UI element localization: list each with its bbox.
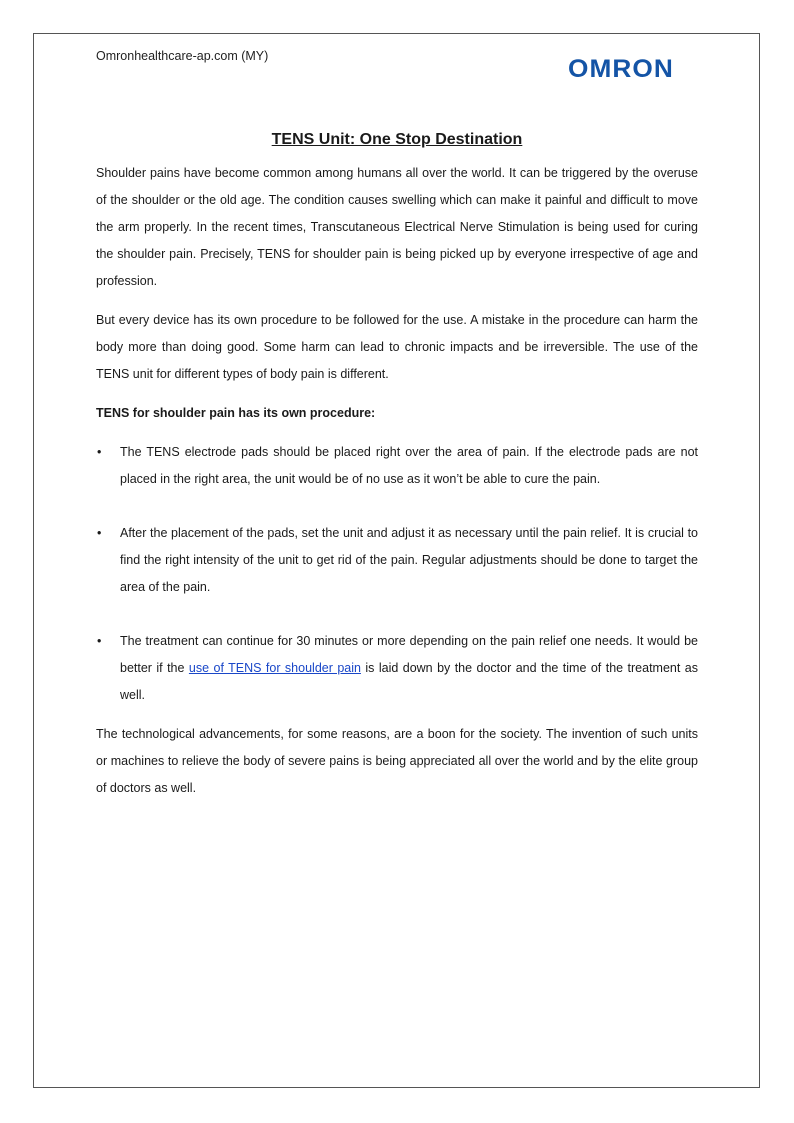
- list-item-text-after: is laid down by the doctor and the time of the treatment as well.: [120, 661, 698, 702]
- list-item: [96, 520, 698, 601]
- tens-shoulder-pain-link[interactable]: use of TENS for shoulder pain: [188, 661, 361, 675]
- procedure-list: [96, 439, 698, 709]
- bullet-icon: •: [97, 445, 102, 459]
- paragraph-procedure: But every device has its own procedure to be followed for the use. A mistake in the procedure can harm the body more than doing good. Some harm can lead to chronic impacts and be irreversible. The use of the TENS unit for different types of body pain is different.: [96, 313, 698, 381]
- page-title: TENS Unit: One Stop Destination: [271, 131, 523, 148]
- bullet-icon: •: [97, 526, 102, 540]
- list-item: [96, 439, 698, 493]
- list-item-text-before: The treatment can continue for 30 minutes or more depending on the pain relief one needs. It would be better if the: [120, 634, 698, 675]
- paragraph-intro: Shoulder pains have become common among humans all over the world. It can be triggered by the overuse of the shoulder or the old age. The condition causes swelling which can make it painful and difficult to move the arm properly. In the recent times, Transcutaneous Electrical Nerve Stimulation is being used for curing the shoulder pain. Precisely, TENS for shoulder pain is being picked up by everyone irrespective of age and profession.: [96, 166, 698, 288]
- procedure-subheading: TENS for shoulder pain has its own procedure:: [96, 406, 376, 420]
- bullet-icon: •: [97, 634, 102, 648]
- omron-logo: OMRON: [568, 55, 674, 83]
- list-item: [96, 628, 698, 709]
- list-item-text: The TENS electrode pads should be placed right over the area of pain. If the electrode pads are not placed in the right area, the unit would be of no use as it won’t be able to cure the pain.: [120, 445, 698, 486]
- list-item-text: After the placement of the pads, set the unit and adjust it as necessary until the pain relief. It is crucial to find the right intensity of the unit to get rid of the pain. Regular adjustments should be done to target the area of the pain.: [120, 526, 698, 594]
- header-site-url: Omronhealthcare-ap.com (MY): [96, 49, 269, 63]
- paragraph-conclusion: The technological advancements, for some reasons, are a boon for the society. The invention of such units or machines to relieve the body of severe pains is being appreciated all over the world and by the elite group of doctors as well.: [96, 727, 698, 795]
- article-body: [96, 128, 698, 814]
